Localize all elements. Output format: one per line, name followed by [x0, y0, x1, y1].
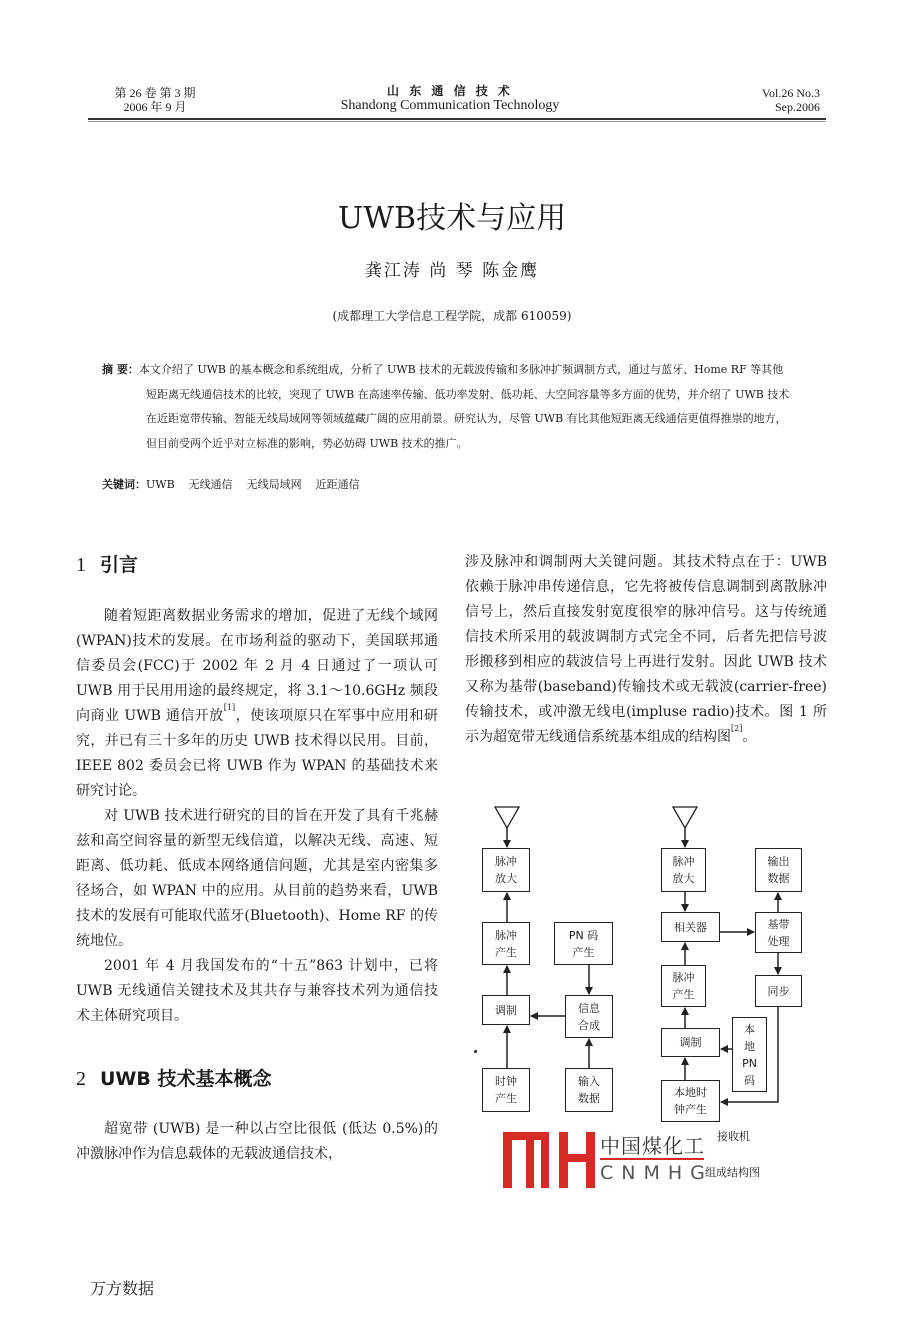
block-label: PN 码 — [568, 928, 599, 942]
paragraph: 对 UWB 技术进行研究的目的旨在开发了具有千兆赫兹和高空间容量的新型无线信道，以解决无线、高速、短距离、低功耗、低成本网络通信问题，尤其是室内密集多径场合，如 WPAN 中的应用。从目前的趋势来看，UWB 技术的发展有可能取代蓝牙(Bluetooth)、Home RF 的传统地位。 — [76, 808, 438, 949]
journal-name-cn: 山 东 通 信 技 术 — [387, 84, 513, 98]
block-label: 脉冲 — [672, 971, 695, 984]
block-label: 同步 — [767, 984, 790, 998]
block-label: 本 — [744, 1022, 755, 1036]
header-rule-thin — [88, 121, 826, 122]
tx-pn-gen-block — [554, 922, 613, 965]
block-label: 输入 — [578, 1075, 600, 1088]
block-label: 放大 — [672, 872, 695, 885]
tx-pulse-gen-block — [482, 922, 530, 965]
watermark-text-cn: 中国煤化工 — [600, 1134, 705, 1158]
watermark-logo-icon — [503, 1132, 595, 1188]
tx-clock-gen-block — [482, 1068, 530, 1112]
paper-affiliation: (成都理工大学信息工程学院，成都 610059) — [332, 309, 572, 323]
keyword: 无线通信 — [188, 478, 233, 491]
section-number: 1 — [76, 554, 86, 576]
antenna-icon — [495, 807, 519, 828]
paragraph-text: 随着短距离数据业务需求的增加，促进了无线个域网(WPAN)技术的发展。在市场利益的驱动下，美国联邦通信委员会(FCC)于 2002 年 2 月 4 日通过了一项认可 UWB 用于民用用途的最终规定，将 3.1～10.6GHz 频段向商业 UWB 通信开放 — [76, 608, 438, 724]
section-2-body — [76, 1117, 438, 1167]
paragraph-text: 涉及脉冲和调制两大关键问题。其技术特点在于：UWB 依赖于脉冲串传递信息，它先将被传信息调制到离散脉冲信号上，然后直接发射宽度很窄的脉冲信号。这与传统通信技术所采用的载波调制方式完全不同，后者先把信号波形搬移到相应的载波信号上再进行发射。因此 UWB 技术又称为基带(baseband)传输技术或无载波(carrier-free)传输技术，或冲激无线电(impluse radio)技术。图 1 所示为超宽带无线通信系统基本组成的结构图 — [465, 554, 827, 745]
section-title: UWB 技术基本概念 — [100, 1068, 272, 1090]
tx-modulation-block — [482, 995, 530, 1025]
paragraph — [465, 550, 827, 750]
rx-output-data-block — [755, 848, 802, 892]
journal-name-en: Shandong Communication Technology — [340, 98, 560, 113]
abstract-text: 本文介绍了 UWB 的基本概念和系统组成，分析了 UWB 技术的无载波传输和多脉冲扩频调制方式，通过与蓝牙、Home RF 等其他短距离无线通信技术的比较，突现了 UWB 在高速率传输、低功率发射、低功耗、大空间容量等多方面的优势，并介绍了 UWB 技术在近距宽带传输、智能无线局域网等领域蕴藏广阔的应用前景。研究认为，尽管 UWB 有比其他短距离无线通信更值得推崇的地方，但目前受两个近乎对立标准的影响，势必妨碍 UWB 技术的推广。 — [138, 363, 790, 450]
block-label: 产生 — [495, 945, 517, 959]
block-label: 脉冲 — [672, 855, 695, 868]
section-number: 2 — [76, 1068, 86, 1090]
paper-title: UWB技术与应用 — [337, 201, 567, 236]
rx-local-clock-block — [661, 1080, 720, 1122]
tx-input-data-block — [565, 1068, 613, 1112]
footer-source: 万方数据 — [90, 1279, 155, 1298]
block-label: 相关器 — [674, 920, 707, 934]
watermark-text-en: CNMHG — [600, 1162, 713, 1184]
keyword: UWB — [146, 478, 175, 491]
antenna-icon — [673, 807, 697, 828]
tx-info-combine-block — [565, 995, 613, 1038]
rx-correlator-block — [661, 912, 720, 942]
paragraph-text: ，使该项原只在军事中应用和研究，并已有三十多年的历史 UWB 技术得以民用。目前，IEEE 802 委员会已将 UWB 作为 WPAN 的基础技术来研究讨论。 — [76, 708, 438, 799]
block-label: 放大 — [495, 872, 517, 885]
watermark-divider — [600, 1158, 704, 1160]
section-heading-1 — [76, 550, 438, 577]
rx-local-pn-block — [732, 1017, 767, 1092]
section-1-body — [76, 604, 438, 1029]
journal-volume: 第 26 卷 第 3 期 — [114, 86, 196, 100]
abstract — [102, 358, 792, 456]
block-label: 调制 — [679, 1036, 702, 1049]
block-label: 时钟 — [495, 1075, 517, 1088]
tx-pulse-amp-block — [482, 848, 530, 892]
journal-volume-en: Vol.26 No.3 — [761, 86, 820, 100]
journal-issue — [90, 86, 220, 114]
rx-pulse-amp-block — [661, 848, 706, 892]
block-label: 信息 — [578, 1001, 600, 1015]
citation: [2] — [731, 724, 743, 733]
citation: [1] — [223, 703, 236, 712]
block-label: 数据 — [767, 872, 790, 885]
block-label: 脉冲 — [495, 855, 517, 868]
journal-date-en: Sep.2006 — [775, 100, 820, 114]
section-title: 引言 — [100, 554, 139, 576]
rx-modulation-block — [661, 1028, 720, 1057]
block-label: 产生 — [572, 945, 595, 959]
rx-baseband-block — [755, 912, 802, 953]
keywords — [102, 476, 792, 492]
block-label: 处理 — [767, 934, 790, 948]
block-label: 码 — [744, 1073, 755, 1087]
rx-sync-block — [755, 975, 802, 1007]
paragraph: 超宽带 (UWB) 是一种以占空比很低 (低达 0.5%)的冲激脉冲作为信息载体的无载波通信技术， — [76, 1121, 438, 1162]
stray-dot — [474, 1050, 477, 1053]
keyword: 近距通信 — [315, 478, 360, 491]
journal-date: 2006 年 9 月 — [123, 100, 187, 114]
right-column-body — [465, 550, 827, 750]
block-label: PN — [742, 1056, 757, 1070]
block-label: 钟产生 — [674, 1103, 707, 1116]
block-label: 产生 — [495, 1092, 517, 1105]
diagram-caption-receiver: 接收机 — [717, 1130, 750, 1143]
paper-authors: 龚江涛 尚 琴 陈金鹰 — [364, 261, 540, 281]
keyword: 无线局域网 — [246, 478, 302, 491]
block-label: 脉冲 — [495, 928, 517, 942]
block-label: 输出 — [767, 855, 790, 868]
rx-pulse-gen-block — [661, 965, 706, 1007]
journal-issue-en — [700, 86, 820, 114]
header-rule — [88, 118, 826, 120]
keywords-label: 关键词： — [102, 478, 146, 491]
paragraph — [76, 604, 438, 804]
journal-name — [300, 84, 600, 114]
paragraph: 2001 年 4 月我国发布的“十五”863 计划中，已将 UWB 无线通信关键技术及其共存与兼容技术列为通信技术主体研究项目。 — [76, 958, 438, 1024]
paragraph-text: 。 — [742, 729, 757, 745]
abstract-label: 摘 要： — [102, 363, 139, 376]
block-label: 基带 — [767, 917, 790, 931]
block-label: 地 — [744, 1039, 755, 1053]
block-label: 数据 — [578, 1092, 600, 1105]
block-label: 合成 — [578, 1018, 600, 1032]
block-label: 产生 — [672, 988, 695, 1001]
block-label: 调制 — [495, 1003, 517, 1017]
figure-caption: 组成结构图 — [705, 1166, 760, 1179]
section-heading-2 — [76, 1064, 438, 1091]
block-label: 本地时 — [674, 1086, 707, 1099]
